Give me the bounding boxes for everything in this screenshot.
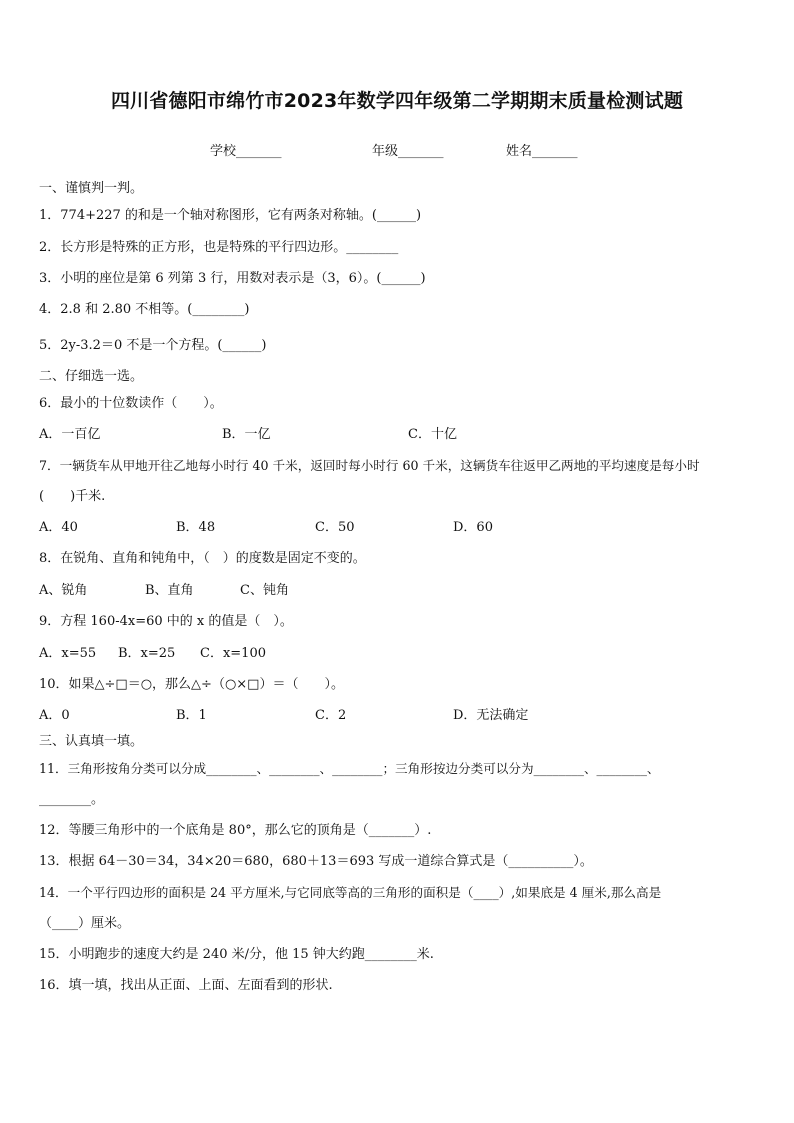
question-7: 7．一辆货车从甲地开往乙地每小时行 40 千米，返回时每小时行 60 千米，这辆货车往返甲乙两地的平均速度是每小时 <box>39 458 700 473</box>
question-6: 6．最小的十位数读作（ ）。 <box>39 396 223 411</box>
q7-option-a: A．40 <box>39 520 78 535</box>
q10-option-b: B．1 <box>176 708 207 723</box>
question-5: 5．2y-3.2＝0 不是一个方程。(______) <box>39 338 267 353</box>
q9-option-c: C．x=100 <box>200 646 266 661</box>
q9-option-b: B．x=25 <box>118 646 176 661</box>
q8-option-b: B、直角 <box>145 583 194 598</box>
question-4: 4．2.8 和 2.80 不相等。(________) <box>39 302 250 317</box>
q6-option-b: B．一亿 <box>222 427 271 442</box>
page-title: 四川省德阳市绵竹市2023年数学四年级第二学期期末质量检测试题 <box>110 90 684 112</box>
question-13: 13．根据 64－30＝34，34×20＝680，680＋13＝693 写成一道综合算式是（__________）。 <box>39 854 593 869</box>
q7-option-c: C．50 <box>315 520 355 535</box>
question-10: 10．如果△÷□＝○，那么△÷（○×□）＝（ ）。 <box>39 677 344 692</box>
question-14: 14．一个平行四边形的面积是 24 平方厘米,与它同底等高的三角形的面积是（____）,如果底是 4 厘米,那么高是 <box>39 885 662 900</box>
q9-option-a: A．x=55 <box>39 646 97 661</box>
q10-option-a: A．0 <box>39 708 70 723</box>
question-3: 3．小明的座位是第 6 列第 3 行，用数对表示是（3，6）。(______) <box>39 271 426 286</box>
question-14-continued: （____）厘米。 <box>39 916 131 931</box>
q8-option-a: A、锐角 <box>39 583 88 598</box>
question-9: 9．方程 160-4x=60 中的 x 的值是（ ）。 <box>39 614 293 629</box>
question-11-continued: ________。 <box>39 792 105 807</box>
name-field: 姓名_______ <box>506 144 578 159</box>
q8-option-c: C、钝角 <box>240 583 289 598</box>
question-12: 12．等腰三角形中的一个底角是 80°，那么它的顶角是（_______）. <box>39 823 432 838</box>
question-8: 8．在锐角、直角和钝角中，（ ）的度数是固定不变的。 <box>39 551 366 566</box>
section-heading-2: 二、仔细选一选。 <box>39 369 144 384</box>
question-15: 15．小明跑步的速度大约是 240 米/分，他 15 钟大约跑________米. <box>39 947 434 962</box>
grade-field: 年级_______ <box>372 144 444 159</box>
section-heading-1: 一、谨慎判一判。 <box>39 181 144 196</box>
question-7-continued: ( )千米. <box>39 489 106 504</box>
question-11: 11．三角形按角分类可以分成________、________、________；三角形按边分类可以分为________、________、 <box>39 761 660 776</box>
q6-option-c: C．十亿 <box>408 427 457 442</box>
section-heading-3: 三、认真填一填。 <box>39 734 144 749</box>
q7-option-d: D．60 <box>453 520 493 535</box>
q10-option-d: D．无法确定 <box>453 708 529 723</box>
q7-option-b: B．48 <box>176 520 216 535</box>
q6-option-a: A．一百亿 <box>39 427 101 442</box>
q10-option-c: C．2 <box>315 708 347 723</box>
question-16: 16．填一填，找出从正面、上面、左面看到的形状. <box>39 978 333 993</box>
question-2: 2．长方形是特殊的正方形，也是特殊的平行四边形。________ <box>39 240 399 255</box>
school-field: 学校_______ <box>210 144 282 159</box>
question-1: 1．774+227 的和是一个轴对称图形，它有两条对称轴。(______) <box>39 208 422 223</box>
